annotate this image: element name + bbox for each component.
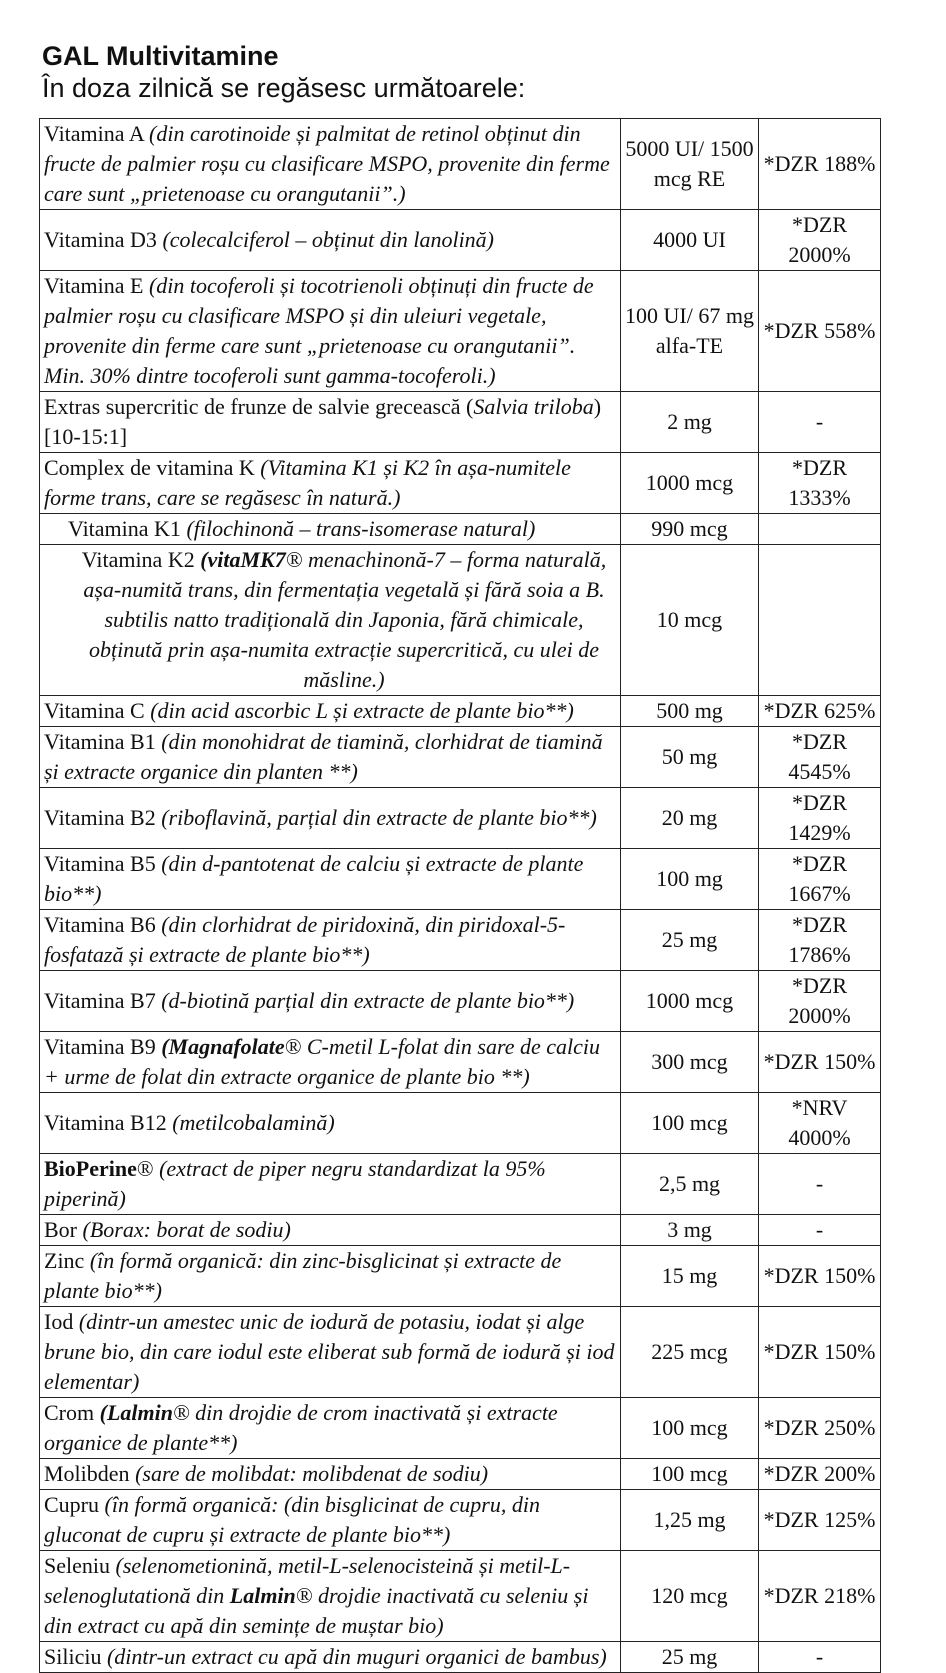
ingredient-cell — [40, 119, 621, 210]
table-row — [40, 727, 881, 788]
ingredient-detail: (colecalciferol – obținut din lanolină) — [162, 227, 495, 252]
ingredient-cell — [40, 1398, 621, 1459]
product-title: GAL Multivitamine — [42, 41, 279, 71]
table-row — [40, 1307, 881, 1398]
table-row — [40, 1490, 881, 1551]
ingredient-cell — [40, 696, 621, 727]
amount-cell: 2 mg — [621, 392, 759, 453]
table-row — [40, 1551, 881, 1642]
dzr-cell: *DZR 200% — [759, 1459, 881, 1490]
ingredient-name: Siliciu — [44, 1644, 107, 1669]
ingredient-name: Iod — [44, 1309, 79, 1334]
dzr-cell: - — [759, 1642, 881, 1673]
ingredient-detail: (din d-pantotenat de calciu și extracte de plante bio**) — [44, 851, 584, 906]
ingredient-detail: ® C-metil L-folat din sare de calciu + urme de folat din extracte organice de plante bio **) — [44, 1034, 600, 1089]
amount-cell: 10 mcg — [621, 545, 759, 696]
ingredient-cell — [40, 514, 621, 545]
table-row — [40, 910, 881, 971]
ingredient-cell — [40, 545, 621, 696]
dzr-cell: *DZR 558% — [759, 271, 881, 392]
ingredient-name: Complex de vitamina K — [44, 455, 261, 480]
dzr-cell: *DZR 1667% — [759, 849, 881, 910]
page-header — [42, 40, 525, 104]
table-row — [40, 1398, 881, 1459]
table-row — [40, 1459, 881, 1490]
ingredient-detail: (sare de molibdat: molibdenat de sodiu) — [135, 1461, 489, 1486]
table-row — [40, 119, 881, 210]
ingredient-name: Molibden — [44, 1461, 136, 1486]
ingredient-cell — [40, 1032, 621, 1093]
amount-cell: 120 mcg — [621, 1551, 759, 1642]
ingredient-detail: (selenometionină, metil-L-selenocisteină și metil-L-selenoglutationă din — [44, 1553, 571, 1608]
ingredient-detail: (Borax: borat de sodiu) — [82, 1217, 291, 1242]
ingredient-cell — [40, 1642, 621, 1673]
amount-cell: 100 mcg — [621, 1398, 759, 1459]
ingredient-detail: (dintr-un extract cu apă din muguri organici de bambus) — [106, 1644, 607, 1669]
ingredient-detail: (d-biotină parțial din extracte de plante bio**) — [161, 988, 575, 1013]
ingredient-detail: (din tocoferoli și tocotrienoli obținuți din fructe de palmier roșu cu clasificare MSPO și din uleiuri vegetale, provenite din ferme care sunt „prietenoase cu orangutanii”. Min. 30% dintre tocoferoli sunt gamma-tocoferoli.) — [44, 273, 594, 388]
ingredient-cell — [40, 910, 621, 971]
ingredient-name: Vitamina B5 — [44, 851, 162, 876]
ingredient-cell — [40, 210, 621, 271]
ingredient-tail: ) [10-15:1] — [44, 394, 602, 449]
amount-cell: 3 mg — [621, 1215, 759, 1246]
ingredient-name: Cupru — [44, 1492, 105, 1517]
ingredient-name: Vitamina D3 — [44, 227, 163, 252]
ingredient-cell — [40, 1246, 621, 1307]
dzr-cell: - — [759, 1215, 881, 1246]
amount-cell: 1,25 mg — [621, 1490, 759, 1551]
ingredient-name: ® — [136, 1156, 160, 1181]
ingredient-cell — [40, 727, 621, 788]
ingredient-detail: (extract de piper negru standardizat la 95% piperină) — [44, 1156, 546, 1211]
ingredient-cell — [40, 1459, 621, 1490]
ingredient-cell — [40, 1490, 621, 1551]
amount-cell: 25 mg — [621, 1642, 759, 1673]
brand-name: BioPerine — [44, 1156, 137, 1181]
dzr-cell: *DZR 125% — [759, 1490, 881, 1551]
amount-cell: 300 mcg — [621, 1032, 759, 1093]
amount-cell: 100 mcg — [621, 1093, 759, 1154]
dzr-cell: *DZR 1333% — [759, 453, 881, 514]
ingredient-name: Extras supercritic de frunze de salvie grecească ( — [44, 394, 474, 419]
table-row — [40, 453, 881, 514]
amount-cell: 990 mcg — [621, 514, 759, 545]
ingredient-name: Vitamina B12 — [44, 1110, 173, 1135]
ingredient-detail: Salvia triloba — [473, 394, 594, 419]
amount-cell: 2,5 mg — [621, 1154, 759, 1215]
ingredient-name: Vitamina B7 — [44, 988, 162, 1013]
brand-name: (vitaMK7 — [200, 547, 286, 572]
amount-cell: 500 mg — [621, 696, 759, 727]
table-row — [40, 788, 881, 849]
ingredient-cell — [40, 453, 621, 514]
amount-cell: 25 mg — [621, 910, 759, 971]
dzr-cell: *DZR 2000% — [759, 971, 881, 1032]
ingredient-detail: (riboflavină, parțial din extracte de plante bio**) — [161, 805, 597, 830]
ingredient-cell — [40, 1154, 621, 1215]
ingredient-detail: (din clorhidrat de piridoxină, din piridoxal-5-fosfatază și extracte de plante bio**) — [44, 912, 566, 967]
dzr-cell: *DZR 150% — [759, 1246, 881, 1307]
amount-cell: 1000 mcg — [621, 971, 759, 1032]
amount-cell: 100 UI/ 67 mg alfa-TE — [621, 271, 759, 392]
amount-cell: 15 mg — [621, 1246, 759, 1307]
ingredient-detail: (dintr-un amestec unic de iodură de potasiu, iodat și alge brune bio, din care iodul este eliberat sub formă de iodură și iod elementar) — [44, 1309, 615, 1394]
ingredient-detail: ® din drojdie de crom inactivată și extracte organice de plante**) — [44, 1400, 558, 1455]
table-row — [40, 849, 881, 910]
ingredient-name: Seleniu — [44, 1553, 116, 1578]
ingredient-name: Vitamina K1 — [68, 516, 187, 541]
amount-cell: 100 mg — [621, 849, 759, 910]
ingredient-cell — [40, 1551, 621, 1642]
ingredient-name: Zinc — [44, 1248, 90, 1273]
table-row — [40, 1642, 881, 1673]
table-row — [40, 971, 881, 1032]
dzr-cell: *DZR 188% — [759, 119, 881, 210]
ingredient-detail: (în formă organică: din zinc-bisglicinat și extracte de plante bio**) — [44, 1248, 562, 1303]
table-row — [40, 271, 881, 392]
ingredient-detail: (din carotinoide și palmitat de retinol obținut din fructe de palmier roșu cu clasificare MSPO, provenite din ferme care sunt „prietenoase cu orangutanii”.) — [44, 121, 610, 206]
dzr-cell: *DZR 150% — [759, 1032, 881, 1093]
ingredient-name: Crom — [44, 1400, 100, 1425]
amount-cell: 20 mg — [621, 788, 759, 849]
dzr-cell: *DZR 250% — [759, 1398, 881, 1459]
ingredient-detail: (din monohidrat de tiamină, clorhidrat de tiamină și extracte organice din planten **) — [44, 729, 603, 784]
dzr-cell: - — [759, 392, 881, 453]
dzr-cell — [759, 545, 881, 696]
ingredient-detail: (metilcobalamină) — [172, 1110, 335, 1135]
table-row — [40, 514, 881, 545]
ingredient-cell — [40, 1093, 621, 1154]
table-row — [40, 545, 881, 696]
dzr-cell: *DZR 1786% — [759, 910, 881, 971]
ingredient-detail: (în formă organică: (din bisglicinat de cupru, din gluconat de cupru și extracte de plante bio**) — [44, 1492, 540, 1547]
ingredient-detail: ® menachinonă-7 – forma naturală, așa-numită trans, din fermentația vegetală și fără soia a B. subtilis natto tradițională din Japonia, fără chimicale, obținută prin așa-numita extracție supercritică, cu ulei de măsline.) — [83, 547, 607, 692]
table-row — [40, 1246, 881, 1307]
table-row — [40, 210, 881, 271]
brand-name: (Lalmin — [99, 1400, 173, 1425]
dzr-cell: *DZR 2000% — [759, 210, 881, 271]
ingredient-cell — [40, 1215, 621, 1246]
dzr-cell — [759, 514, 881, 545]
table-row — [40, 1032, 881, 1093]
nutrition-table — [39, 118, 881, 1673]
brand-name: Lalmin — [229, 1583, 296, 1608]
ingredient-detail: (Vitamina K1 și K2 în așa-numitele forme trans, care se regăsesc în natură.) — [44, 455, 571, 510]
ingredient-name: Vitamina B1 — [44, 729, 162, 754]
brand-name: (Magnafolate — [161, 1034, 285, 1059]
ingredient-tail: ® drojdie inactivată cu seleniu și din extract cu apă din semințe de muștar bio) — [44, 1583, 589, 1638]
ingredient-name: Vitamina B2 — [44, 805, 162, 830]
ingredient-name: Vitamina A — [44, 121, 150, 146]
table-row — [40, 1093, 881, 1154]
ingredient-cell — [40, 1307, 621, 1398]
amount-cell: 1000 mcg — [621, 453, 759, 514]
ingredient-detail: (din acid ascorbic L și extracte de plante bio**) — [150, 698, 574, 723]
ingredient-cell — [40, 271, 621, 392]
daily-dose-subtitle: În doza zilnică se regăsesc următoarele: — [42, 73, 526, 103]
ingredient-name: Bor — [44, 1217, 83, 1242]
dzr-cell: *NRV 4000% — [759, 1093, 881, 1154]
amount-cell: 4000 UI — [621, 210, 759, 271]
ingredient-detail: (filochinonă – trans-isomerase natural) — [186, 516, 536, 541]
dzr-cell: *DZR 625% — [759, 696, 881, 727]
ingredient-cell — [40, 971, 621, 1032]
dzr-cell: *DZR 1429% — [759, 788, 881, 849]
table-row — [40, 1215, 881, 1246]
ingredient-cell — [40, 849, 621, 910]
table-row — [40, 1154, 881, 1215]
ingredient-cell — [40, 392, 621, 453]
table-row — [40, 696, 881, 727]
dzr-cell: *DZR 218% — [759, 1551, 881, 1642]
amount-cell: 100 mcg — [621, 1459, 759, 1490]
amount-cell: 5000 UI/ 1500 mcg RE — [621, 119, 759, 210]
ingredient-name: Vitamina K2 — [81, 547, 201, 572]
amount-cell: 50 mg — [621, 727, 759, 788]
table-row — [40, 392, 881, 453]
ingredient-name: Vitamina B9 — [44, 1034, 162, 1059]
dzr-cell: - — [759, 1154, 881, 1215]
ingredient-name: Vitamina B6 — [44, 912, 162, 937]
amount-cell: 225 mcg — [621, 1307, 759, 1398]
ingredient-name: Vitamina C — [44, 698, 151, 723]
ingredient-cell — [40, 788, 621, 849]
dzr-cell: *DZR 150% — [759, 1307, 881, 1398]
ingredient-name: Vitamina E — [44, 273, 149, 298]
dzr-cell: *DZR 4545% — [759, 727, 881, 788]
